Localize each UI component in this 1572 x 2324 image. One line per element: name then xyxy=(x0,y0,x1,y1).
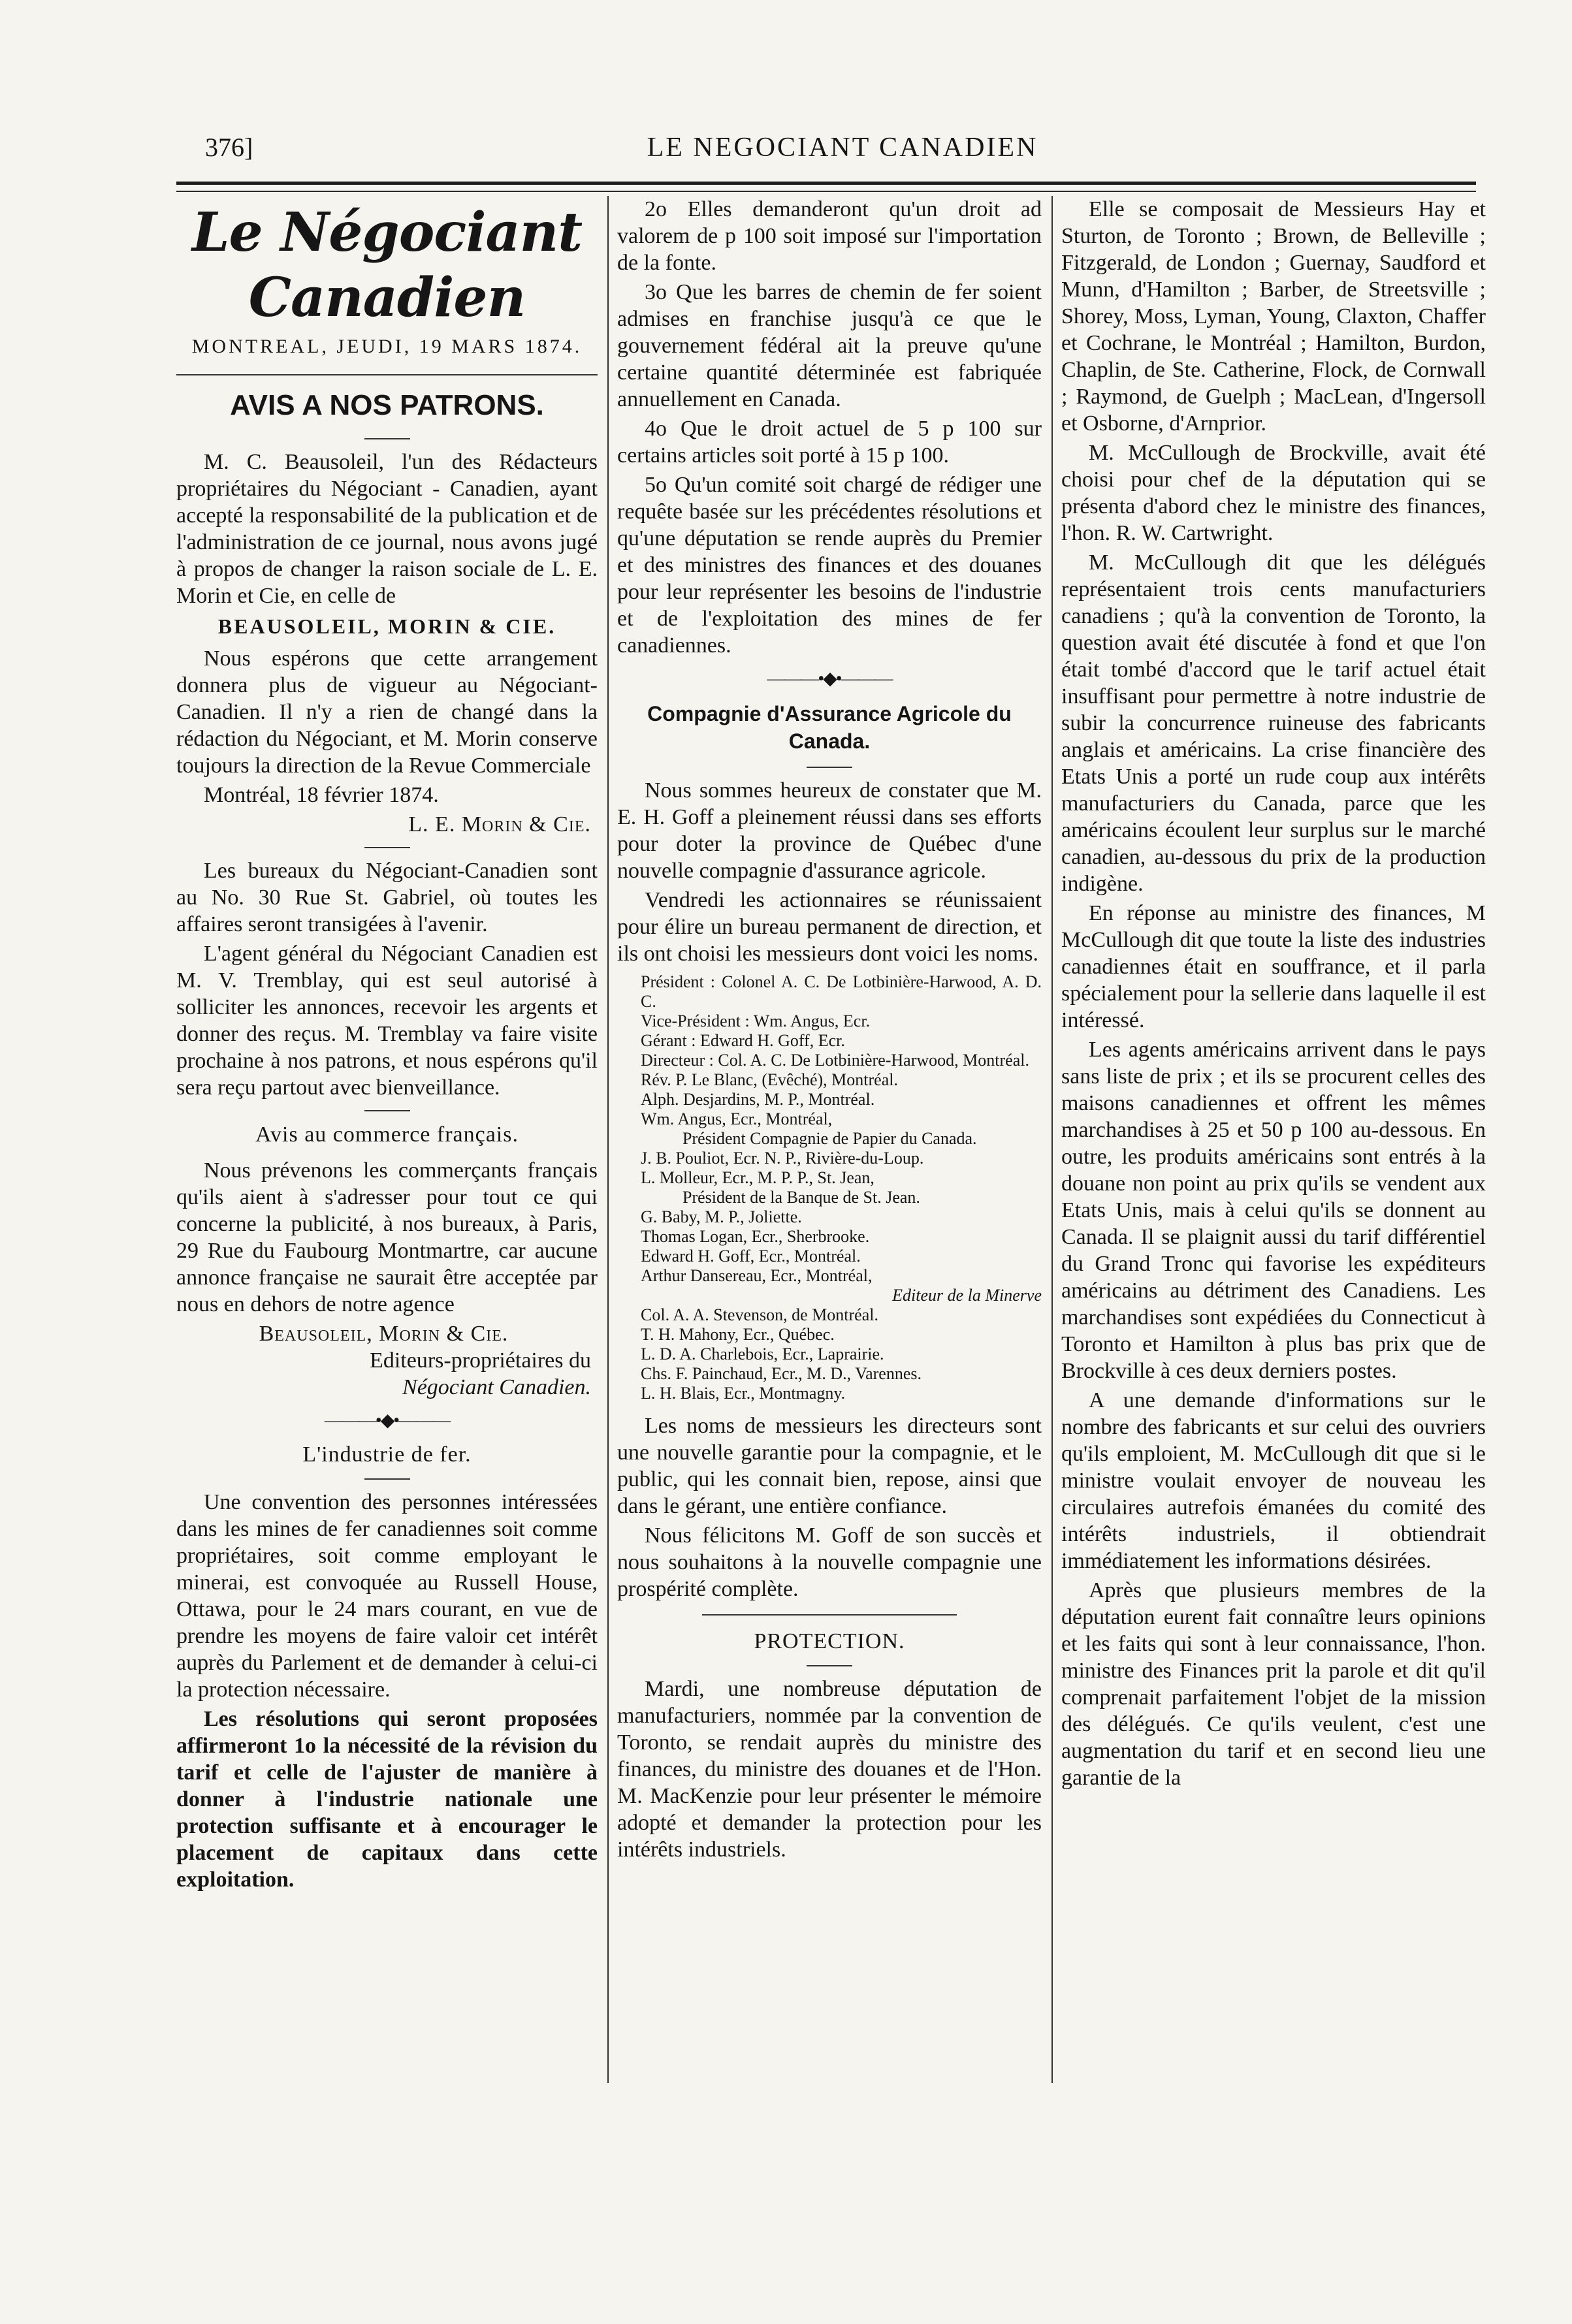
signature-line: Editeurs-propriétaires du xyxy=(370,1348,591,1373)
paragraph: 5o Qu'un comité soit chargé de rédiger une requête basée sur les précédentes résolutions et qu'une députation se rende auprès du Premier et des ministres des finances et des douanes pour leur représenter les besoins de l'industrie et de l'exploitation des mines de fer canadiennes. xyxy=(617,473,1042,658)
column-divider xyxy=(607,196,609,2083)
paragraph: M. McCullough de Brockville, avait été choisi pour chef de la députation qui se présenta d'abord chez le ministre des finances, l'hon. R. W. Cartwright. xyxy=(1061,441,1486,545)
column-3 xyxy=(1061,196,1486,2304)
list-item: Alph. Desjardins, M. P., Montréal. xyxy=(641,1090,875,1109)
column-1 xyxy=(176,196,598,2304)
list-item: Arthur Dansereau, Ecr., Montréal, xyxy=(641,1266,873,1285)
directors-list xyxy=(617,972,1042,1403)
paragraph: 3o Que les barres de chemin de fer soient admises en franchise jusqu'à ce que le gouvernement fédéral ait la preuve qu'une certaine quantité déterminée est fabriquée annuellement en Canada. xyxy=(617,280,1042,411)
list-item: Président : Colonel A. C. De Lotbinière-Harwood, A. D. C. xyxy=(641,972,1042,1011)
divider xyxy=(364,1478,410,1480)
signature: L. E. Morin & Cie. xyxy=(408,812,591,836)
list-item: Thomas Logan, Ecr., Sherbrooke. xyxy=(641,1227,870,1246)
paragraph: M. C. Beausoleil, l'un des Rédacteurs propriétaires du Négociant - Canadien, ayant accepté la responsabilité de la publication et de l'administration de ce journal, nous avons jugé à propos de changer la raison sociale de L. E. Morin et Cie, en celle de xyxy=(176,450,598,608)
divider xyxy=(364,847,410,848)
masthead: Le Négociant Canadien xyxy=(191,201,583,329)
heading-avis-commerce: Avis au commerce français. xyxy=(255,1122,519,1147)
list-item: Editeur de la Minerve xyxy=(892,1286,1042,1305)
paragraph: M. McCullough dit que les délégués représentaient trois cents manufacturiers canadiens ; qu'à la convention de Toronto, la question avait été discutée à fond et que l'on était tombé d'accord que le tarif actuel était insuffisant pour permettre à notre industrie de subir la concurrence ruineuse des fabricants anglais et américains. La crise financière des Etats Unis a porté un rude coup aux intérêts manufacturiers du Canada, parce que les américains écoulent leur surplus sur le marché canadien, au-dessous du prix de la production indigène. xyxy=(1061,550,1486,896)
header-rule xyxy=(176,182,1476,185)
ornament: ———•◆•——— xyxy=(324,1410,450,1431)
paragraph: Mardi, une nombreuse députation de manufacturiers, nommée par la convention de Toronto, se rendait auprès du ministre des finances, du ministre des douanes et de l'Hon. M. MacKenzie pour leur présenter le mémoire adopté et demander la protection pour les intérêts industriels. xyxy=(617,1677,1042,1862)
list-item: Rév. P. Le Blanc, (Evêché), Montréal. xyxy=(641,1070,898,1089)
heading-compagnie: Compagnie d'Assurance Agricole du Canada. xyxy=(647,702,1012,753)
list-item: G. Baby, M. P., Joliette. xyxy=(641,1207,802,1226)
paragraph: Nous prévenons les commerçants français qu'ils aient à s'adresser pour tout ce qui concerne la publicité, à nos bureaux, à Paris, 29 Rue du Faubourg Montmartre, car aucune annonce française ne saurait être acceptée par nous en dehors de notre agence xyxy=(176,1158,598,1316)
list-item: Edward H. Goff, Ecr., Montréal. xyxy=(641,1247,861,1265)
paragraph: Une convention des personnes intéressées dans les mines de fer canadiennes soit comme propriétaires, soit comme employant le minerai, est convoquée au Russell House, Ottawa, pour le 24 mars courant, en vue de prendre les moyens de faire valoir cet intérêt auprès du Parlement et de demander à celui-ci la protection nécessaire. xyxy=(176,1490,598,1702)
paragraph: Vendredi les actionnaires se réunissaient pour élire un bureau permanent de direction, et ils ont choisi les messieurs dont voici les noms. xyxy=(617,888,1042,966)
heading-avis: AVIS A NOS PATRONS. xyxy=(230,389,544,421)
list-item: J. B. Pouliot, Ecr. N. P., Rivière-du-Loup. xyxy=(641,1149,924,1168)
paragraph: Les résolutions qui seront proposées affirmeront 1o la nécessité de la révision du tarif et celle de l'ajuster de manière à donner à l'industrie nationale une protection suffisante et à encourager le placement de capitaux dans cette exploitation. xyxy=(176,1707,598,1892)
paragraph: Nous félicitons M. Goff de son succès et nous souhaitons à la nouvelle compagnie une prospérité complète. xyxy=(617,1523,1042,1601)
list-item: Directeur : Col. A. C. De Lotbinière-Harwood, Montréal. xyxy=(641,1051,1029,1070)
paragraph: L'agent général du Négociant Canadien est M. V. Tremblay, qui est seul autorisé à solliciter les annonces, recevoir les argents et donner des reçus. M. Tremblay va faire visite prochaine à nos patrons, et nous espérons qu'il sera reçu partout avec bienveillance. xyxy=(176,942,598,1100)
divider xyxy=(364,1110,410,1111)
paragraph: Nous espérons que cette arrangement donnera plus de vigueur au Négociant-Canadien. Il n'y a rien de changé dans la rédaction du Négociant, et M. Morin conserve toujours la direction de la Revue Commerciale xyxy=(176,646,598,778)
page-header xyxy=(196,119,1489,165)
list-item: L. Molleur, Ecr., M. P. P., St. Jean, xyxy=(641,1168,874,1187)
signature-line: Négociant Canadien. xyxy=(402,1375,591,1399)
paragraph: Nous sommes heureux de constater que M. E. H. Goff a pleinement réussi dans ses efforts pour doter la province de Québec d'une nouvelle compagnie d'assurance agricole. xyxy=(617,778,1042,883)
divider xyxy=(807,767,852,768)
list-item: Wm. Angus, Ecr., Montréal, xyxy=(641,1109,833,1128)
list-item: Chs. F. Painchaud, Ecr., M. D., Varennes. xyxy=(641,1364,922,1383)
signature: Beausoleil, Morin & Cie. xyxy=(259,1322,509,1346)
heading-protection: PROTECTION. xyxy=(754,1629,905,1653)
divider xyxy=(364,438,410,439)
list-item: L. H. Blais, Ecr., Montmagny. xyxy=(641,1384,846,1403)
paragraph: Les agents américains arrivent dans le pays sans liste de prix ; et ils se procurent celles des maisons canadiennes et offrent les mêmes marchandises à 25 et 50 p 100 au-dessous. En outre, les produits américains sont entrés à la douane non point au prix qu'ils se vendent aux Etats Unis, mais à celui qu'ils se donnent au Canada. Il se plaignit aussi du tarif différentiel du Grand Tronc qui favorise les expéditeurs américains au détriment des Canadiens. Les marchandises sont expédiées du Connecticut à Toronto et Hamilton à plus bas prix que de Brockville à ces deux derniers postes. xyxy=(1061,1038,1486,1383)
running-title: LE NEGOCIANT CANADIEN xyxy=(647,133,1038,163)
header-rule-thin xyxy=(176,191,1476,192)
paragraph: En réponse au ministre des finances, M McCullough dit que toute la liste des industries canadiennes était en souffrance, et il parla spécialement pour la sellerie dans laquelle il est intéressé. xyxy=(1061,901,1486,1032)
paragraph: Elle se composait de Messieurs Hay et Sturton, de Toronto ; Brown, de Belleville ; Fitzgerald, de London ; Guernay, Saudford et Munn, d'Hamilton ; Barber, de Streetsville ; Shorey, Moss, Lyman, Young, Claxton, Chaffer et Cochrane, le Montréal ; Hamilton, Burdon, Chaplin, de Ste. Catherine, Flock, de Cornwall ; Raymond, de Guelph ; MacLean, d'Ingersoll et Osborne, d'Arnprior. xyxy=(1061,197,1486,436)
ornament: ———•◆•——— xyxy=(767,669,892,689)
firm-name: BEAUSOLEIL, MORIN & CIE. xyxy=(217,614,556,638)
heading-industrie: L'industrie de fer. xyxy=(302,1442,472,1467)
list-item: Président Compagnie de Papier du Canada. xyxy=(682,1129,977,1148)
divider xyxy=(807,1665,852,1666)
dateline: MONTREAL, JEUDI, 19 MARS 1874. xyxy=(191,336,583,357)
paragraph: 2o Elles demanderont qu'un droit ad valorem de p 100 soit imposé sur l'importation de la fonte. xyxy=(617,197,1042,275)
page-number: 376] xyxy=(205,133,253,162)
list-item: Président de la Banque de St. Jean. xyxy=(682,1188,920,1207)
divider xyxy=(702,1614,957,1616)
list-item: L. D. A. Charlebois, Ecr., Laprairie. xyxy=(641,1345,884,1363)
paragraph: A une demande d'informations sur le nombre des fabricants et sur celui des ouvriers qu'ils emploient, M. McCullough dit que si le ministre voulait envoyer de nouveau les circulaires autrefois émanées du comité des intérêts industriels, il obtiendrait immédiatement les informations désirées. xyxy=(1061,1388,1486,1573)
paragraph: Les bureaux du Négociant-Canadien sont au No. 30 Rue St. Gabriel, où toutes les affaires seront transigées à l'avenir. xyxy=(176,859,598,936)
list-item: Vice-Président : Wm. Angus, Ecr. xyxy=(641,1011,871,1030)
list-item: T. H. Mahony, Ecr., Québec. xyxy=(641,1325,835,1344)
paragraph: Après que plusieurs membres de la députation eurent fait connaître leurs opinions et les faits qui sont à leur connaissance, l'hon. ministre des Finances prit la parole et dit qu'il comprenait parfaitement l'objet de la mission des délégués. Ce qu'ils veulent, c'est une augmentation du tarif et en second lieu une garantie de la xyxy=(1061,1578,1486,1790)
list-item: Gérant : Edward H. Goff, Ecr. xyxy=(641,1031,845,1050)
list-item: Col. A. A. Stevenson, de Montréal. xyxy=(641,1305,878,1324)
paragraph: Les noms de messieurs les directeurs sont une nouvelle garantie pour la compagnie, et le public, qui les connait bien, repose, ainsi que dans le gérant, une entière confiance. xyxy=(617,1414,1042,1518)
paragraph: 4o Que le droit actuel de 5 p 100 sur certains articles soit porté à 15 p 100. xyxy=(617,417,1042,468)
place-date: Montréal, 18 février 1874. xyxy=(204,783,439,807)
column-2 xyxy=(617,196,1042,2304)
divider xyxy=(176,374,598,375)
column-divider xyxy=(1051,196,1053,2083)
